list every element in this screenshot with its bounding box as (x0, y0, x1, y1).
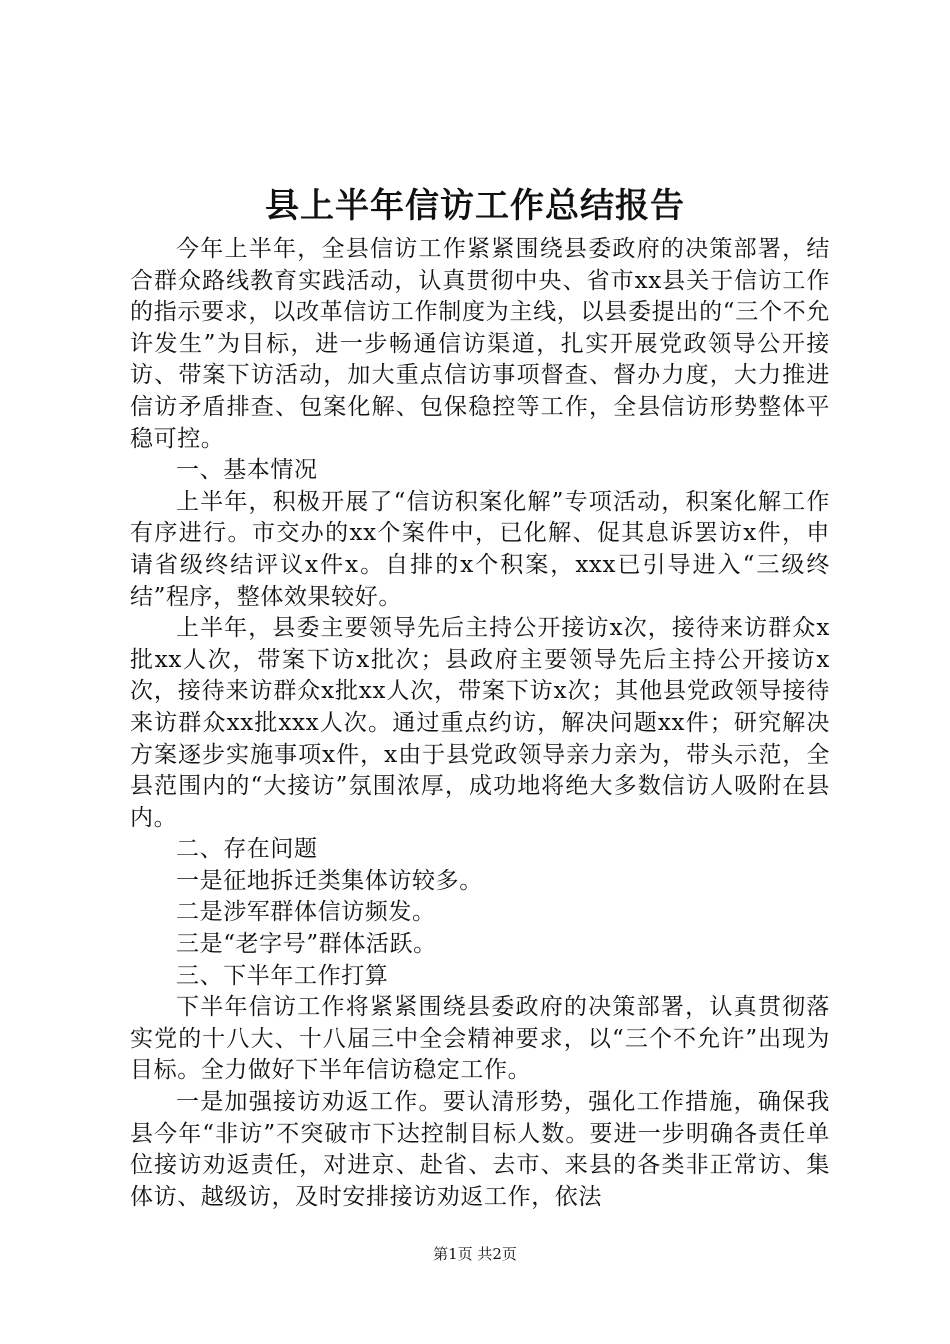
problem-item-1: 一是征地拆迁类集体访较多。 (176, 867, 483, 894)
plan-item-1: 一是加强接访劝返工作。要认清形势，强化工作措施，确保我县今年“非访”不突破市下达控制目标人数。要进一步明确各责任单位接访劝返责任，对进京、赴省、去市、来县的各类非正常访、集体访、越级访，及时安排接访劝返工作，依法 (130, 1089, 830, 1210)
paragraph-case-resolution: 上半年，积极开展了“信访积案化解”专项活动，积案化解工作有序进行。市交办的xx个案件中，已化解、促其息诉罢访x件，申请省级终结评议x件x。自排的x个积案，xxx已引导进入“三级终结”程序，整体效果较好。 (130, 488, 830, 610)
section-heading-basic-situation: 一、基本情况 (176, 457, 318, 484)
page-number-footer: 第1页 共2页 (433, 1245, 517, 1263)
section-heading-problems: 二、存在问题 (176, 836, 318, 863)
section-heading-plans: 三、下半年工作打算 (176, 962, 389, 989)
paragraph-leader-reception: 上半年，县委主要领导先后主持公开接访x次，接待来访群众x批xx人次，带案下访x批次；县政府主要领导先后主持公开接访x次，接待来访群众x批xx人次，带案下访x次；其他县党政领导接待来访群众xx批xxx人次。通过重点约访，解决问题xx件；研究解决方案逐步实施事项x件，x由于县党政领导亲力亲为，带头示范，全县范围内的“大接访”氛围浓厚，成功地将绝大多数信访人吸附在县内。 (130, 615, 830, 831)
paragraph-plans-intro: 下半年信访工作将紧紧围绕县委政府的决策部署，认真贯彻落实党的十八大、十八届三中全会精神要求，以“三个不允许”出现为目标。全力做好下半年信访稳定工作。 (130, 994, 830, 1084)
problem-item-2: 二是涉军群体信访频发。 (176, 899, 436, 926)
problem-item-3: 三是“老字号”群体活跃。 (176, 931, 437, 958)
document-body (130, 234, 830, 1213)
paragraph-intro: 今年上半年，全县信访工作紧紧围绕县委政府的决策部署，结合群众路线教育实践活动，认真贯彻中央、省市xx县关于信访工作的指示要求，以改革信访工作制度为主线，以县委提出的“三个不允许发生”为目标，进一步畅通信访渠道，扎实开展党政领导公开接访、带案下访活动，加大重点信访事项督查、督办力度，大力推进信访矛盾排查、包案化解、包保稳控等工作，全县信访形势整体平稳可控。 (130, 236, 830, 452)
document-title: 县上半年信访工作总结报告 (265, 186, 685, 226)
